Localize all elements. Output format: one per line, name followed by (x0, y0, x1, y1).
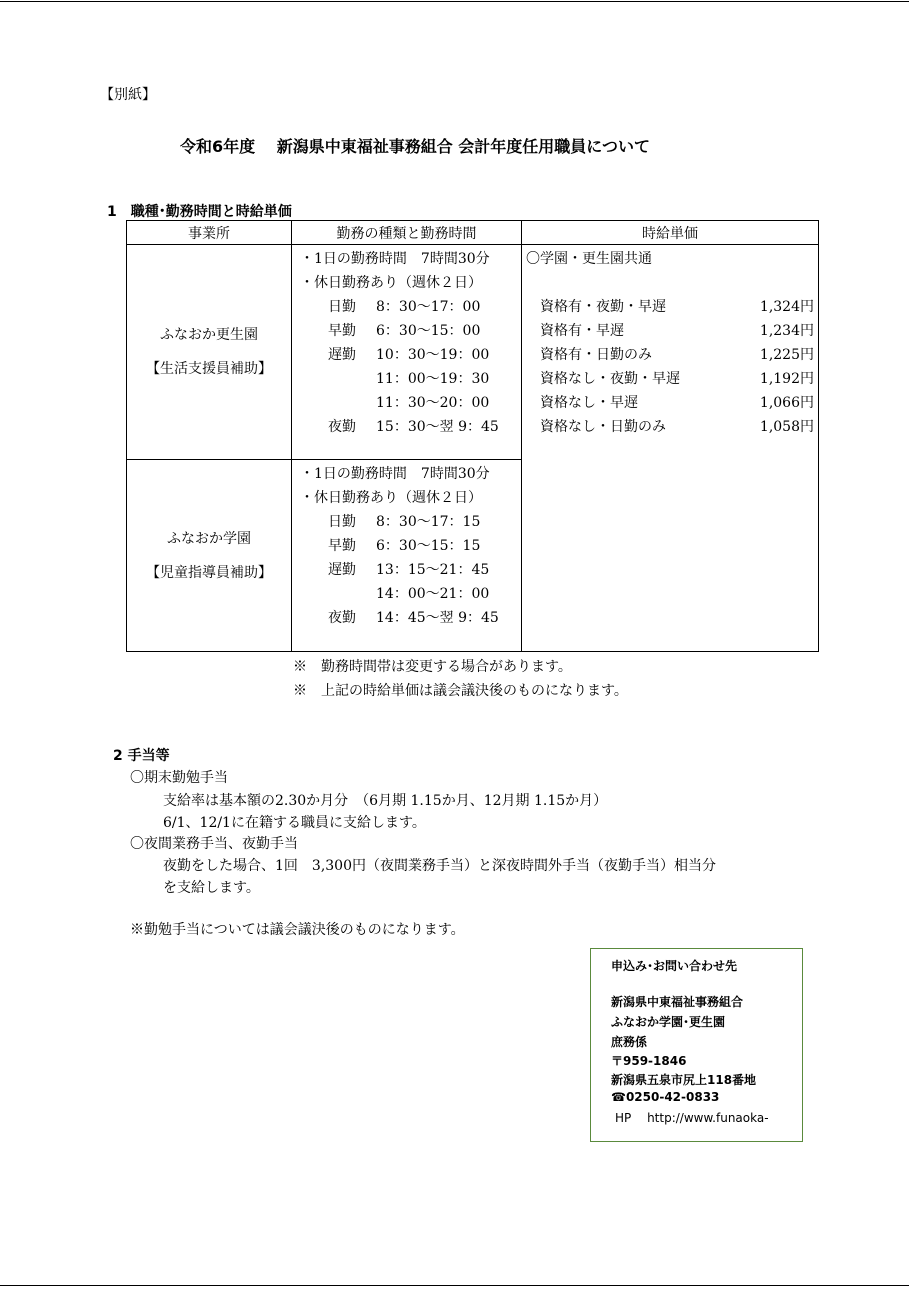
wage-list (526, 295, 814, 439)
table-row-kouseien (127, 245, 819, 460)
wage-row (526, 415, 814, 439)
note-hours-change: ※ 勤務時間帯は変更する場合があります。 (293, 659, 572, 675)
shift-name: 遅勤 (328, 347, 356, 363)
contact-homepage-link[interactable]: HP http://www.funaoka- (615, 1111, 769, 1125)
shift-row (292, 367, 521, 391)
shift-time: 14：45〜翌 9：45 (376, 610, 499, 626)
shift-row (292, 319, 521, 343)
shift-time: 15：30〜翌 9：45 (376, 419, 499, 435)
bonus-title: 〇期末勤勉手当 (130, 770, 228, 786)
shift-name: 早勤 (328, 323, 356, 339)
wage-name: 資格なし・早遅 (540, 395, 638, 411)
wage-row (526, 367, 814, 391)
shift-row (292, 415, 521, 439)
contact-dept: 庶務係 (611, 1035, 648, 1049)
wage-price: 1,066円 (759, 395, 814, 411)
section1-heading: 1 職種･勤務時間と時給単価 (107, 204, 292, 220)
night-allowance-title: 〇夜間業務手当、夜勤手当 (130, 836, 298, 852)
facility-role: 【生活支援員補助】 (146, 361, 272, 377)
shift-time: 11：30〜20：00 (376, 395, 490, 411)
shift-row (292, 510, 521, 534)
contact-org: 新潟県中東福祉事務組合 (611, 995, 744, 1009)
wage-row (526, 295, 814, 319)
wage-row (526, 343, 814, 367)
section2-heading: 2 手当等 (113, 748, 170, 764)
shift-time: 11：00〜19：30 (376, 371, 490, 387)
wage-name: 資格有・日勤のみ (540, 347, 652, 363)
wage-price: 1,225円 (759, 347, 814, 363)
hours-line: ・1日の勤務時間 7時間30分 (300, 251, 490, 267)
shift-time: 13：15〜21：45 (376, 562, 490, 578)
bonus-line-2: 6/1、12/1に在籍する職員に支給します。 (163, 815, 426, 831)
wage-price: 1,324円 (759, 299, 814, 315)
shift-name: 夜勤 (328, 610, 356, 626)
wage-price: 1,058円 (759, 419, 814, 435)
wage-common-label: 〇学園・更生園共通 (526, 251, 652, 267)
wage-name: 資格有・早遅 (540, 323, 624, 339)
attachment-label: 【別紙】 (100, 87, 156, 103)
shift-name: 夜勤 (328, 419, 356, 435)
shift-name: 遅勤 (328, 562, 356, 578)
shift-row (292, 606, 521, 630)
bonus-line-1: 支給率は基本額の2.30か月分 （6月期 1.15か月、12月期 1.15か月） (163, 793, 608, 809)
facility-cell-kouseien (127, 245, 292, 460)
header-facility: 事業所 (127, 221, 292, 245)
wage-cell (522, 245, 819, 652)
facility-name: ふなおか更生園 (160, 327, 258, 343)
page-title: 令和6年度 新潟県中東福祉事務組合 会計年度任用職員について (180, 137, 650, 156)
contact-postal: 〒959-1846 (611, 1054, 687, 1068)
facility-role: 【児童指導員補助】 (146, 564, 272, 581)
wage-row (526, 319, 814, 343)
shift-time: 6：30〜15：00 (376, 323, 481, 339)
shift-time: 14：00〜21：00 (376, 586, 490, 602)
shift-row (292, 295, 521, 319)
wage-name: 資格有・夜勤・早遅 (540, 299, 666, 315)
top-border-line (0, 1, 909, 2)
contact-box (590, 948, 803, 1142)
shift-time: 8：30〜17：00 (376, 299, 481, 315)
note-wage-approval: ※ 上記の時給単価は議会議決後のものになります。 (293, 683, 628, 699)
shift-time: 6：30〜15：15 (376, 538, 481, 554)
contact-address: 新潟県五泉市尻上118番地 (611, 1073, 757, 1087)
hours-line: ・1日の勤務時間 7時間30分 (300, 466, 490, 482)
shift-name: 日勤 (328, 299, 356, 315)
shift-time: 10：30〜19：00 (376, 347, 490, 363)
wage-price: 1,192円 (759, 371, 814, 387)
hours-cell-gakuen (292, 460, 522, 652)
shift-name: 日勤 (328, 514, 356, 530)
facility-cell-gakuen (127, 460, 292, 652)
shift-row (292, 343, 521, 367)
contact-phone: ☎0250-42-0833 (611, 1090, 720, 1104)
hours-cell-kouseien (292, 245, 522, 460)
header-wage: 時給単価 (522, 221, 819, 245)
contact-heading: 申込み･お問い合わせ先 (611, 959, 738, 973)
allowance-note: ※勤勉手当については議会議決後のものになります。 (130, 922, 465, 938)
shift-row (292, 558, 521, 582)
hours-line: ・休日勤務あり（週休２日） (300, 275, 482, 291)
shift-row (292, 582, 521, 606)
bottom-border-line (0, 1285, 909, 1286)
shift-row (292, 534, 521, 558)
wage-price: 1,234円 (759, 323, 814, 339)
night-allowance-line-2: を支給します。 (163, 880, 260, 896)
shift-name: 早勤 (328, 538, 356, 554)
wage-name: 資格なし・夜勤・早遅 (540, 371, 680, 387)
contact-facility: ふなおか学園･更生園 (611, 1015, 726, 1029)
table-header-row (127, 221, 819, 245)
wage-name: 資格なし・日勤のみ (540, 419, 666, 435)
facility-name: ふなおか学園 (167, 530, 251, 547)
job-hours-wage-table (126, 220, 819, 652)
header-hours: 勤務の種類と勤務時間 (292, 221, 522, 245)
wage-row (526, 391, 814, 415)
hours-line: ・休日勤務あり（週休２日） (300, 490, 482, 506)
shift-row (292, 391, 521, 415)
shift-time: 8：30〜17：15 (376, 514, 481, 530)
night-allowance-line-1: 夜勤をした場合、1回 3,300円（夜間業務手当）と深夜時間外手当（夜勤手当）相当分 (163, 858, 716, 874)
